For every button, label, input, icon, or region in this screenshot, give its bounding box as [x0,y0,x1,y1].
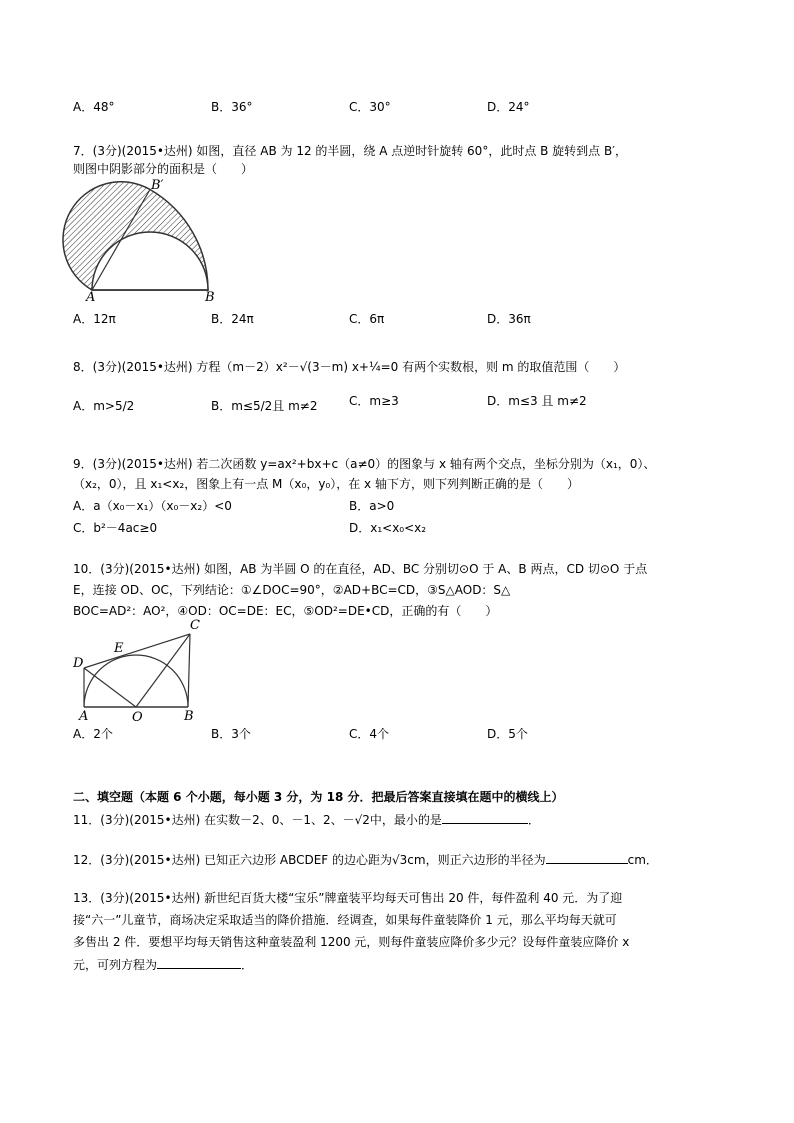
q8-option-a: A．m>5/2 [73,399,135,413]
q9-stem-line1: 9．(3分)(2015•达州) 若二次函数 y=ax²+bx+c（a≠0）的图象与 x 轴有两个交点，坐标分别为（x₁，0）、 [73,457,656,471]
q13-stem-line4 [73,956,253,973]
q10-label-d: D [73,656,84,671]
q11-text: 11．(3分)(2015•达州) 在实数－2、0、－1、2、－√2中，最小的是 [73,813,442,827]
q10-option-c: C．4个 [349,727,390,741]
q10-label-c: C [190,618,200,633]
q6-option-a: A．48° [73,100,115,114]
q8-option-b: B．m≤5/2且 m≠2 [211,399,318,413]
q7-option-c: C．6π [349,312,385,326]
q12-text: 12．(3分)(2015•达州) 已知正六边形 ABCDEF 的边心距为√3cm，则正六边形的半径为 [73,853,546,867]
q13-end: ． [241,958,254,972]
q13-stem-line2: 接“六一”儿童节，商场决定采取适当的降价措施．经调查，如果每件童装降价 1 元，那么平均每天就可 [73,913,617,927]
q7-label-b: B [205,290,215,305]
q9-stem-line2: （x₂，0），且 x₁<x₂，图象上有一点 M（x₀，y₀），在 x 轴下方，则下列判断正确的是（ ） [73,477,579,491]
q12-answer-blank[interactable] [546,851,628,864]
q8-option-c: C．m≥3 [349,394,399,408]
q9-option-d: D．x₁<x₀<x₂ [349,521,427,535]
q7-stem-line1: 7．(3分)(2015•达州) 如图，直径 AB 为 12 的半圆，绕 A 点逆时针旋转 60°，此时点 B 旋转到点 B′， [73,144,627,158]
q7-option-b: B．24π [211,312,254,326]
q12-stem [73,851,658,868]
q12-end: cm． [627,853,658,867]
q11-stem [73,811,540,828]
q13-stem-line3: 多售出 2 件．要想平均每天销售这种童装盈利 1200 元，则每件童装应降价多少元？设每件童装应降价 x [73,935,630,949]
q13-answer-blank[interactable] [157,956,241,969]
q10-label-b: B [184,709,194,724]
q10-option-a: A．2个 [73,727,113,741]
q13-text: 元，可列方程为 [73,958,158,972]
q10-stem-line2: E，连接 OD、OC，下列结论：①∠DOC=90°，②AD+BC=CD，③S△AOD：S△ [73,583,511,597]
q8-stem: 8．(3分)(2015•达州) 方程（m－2）x²－√(3－m) x+¼=0 有两个实数根，则 m 的取值范围（ ） [73,360,626,374]
q10-option-d: D．5个 [487,727,528,741]
q8-option-d: D．m≤3 且 m≠2 [487,394,587,408]
section-2-title: 二、填空题（本题 6 个小题，每小题 3 分，为 18 分．把最后答案直接填在题中的横线上） [73,790,564,804]
q6-option-b: B．36° [211,100,253,114]
q9-option-b: B．a>0 [349,499,395,513]
q10-option-b: B．3个 [211,727,251,741]
q7-stem-line2: 则图中阴影部分的面积是（ ） [73,162,254,176]
q11-end: ． [527,813,540,827]
q7-label-b-prime: B′ [151,178,164,193]
q10-stem-line1: 10．(3分)(2015•达州) 如图，AB 为半圆 O 的在直径，AD、BC 分别切⊙O 于 A、B 两点，CD 切⊙O 于点 [73,562,648,576]
q6-option-c: C．30° [349,100,391,114]
q10-stem-line3: BOC=AD²：AO²，④OD：OC=DE：EC，⑤OD²=DE•CD，正确的有（ ） [73,604,498,618]
q13-stem-line1: 13．(3分)(2015•达州) 新世纪百货大楼“宝乐”牌童装平均每天可售出 20 件，每件盈利 40 元．为了迎 [73,891,623,905]
q11-answer-blank[interactable] [442,811,528,824]
q9-option-c: C．b²－4ac≥0 [73,521,158,535]
q9-option-a: A．a（x₀－x₁）（x₀－x₂）<0 [73,499,232,513]
q10-label-o: O [132,710,143,725]
q7-label-a: A [86,290,96,305]
q7-option-d: D．36π [487,312,531,326]
q10-label-e: E [114,641,124,656]
q7-option-a: A．12π [73,312,116,326]
q10-label-a: A [79,709,89,724]
q6-option-d: D．24° [487,100,530,114]
